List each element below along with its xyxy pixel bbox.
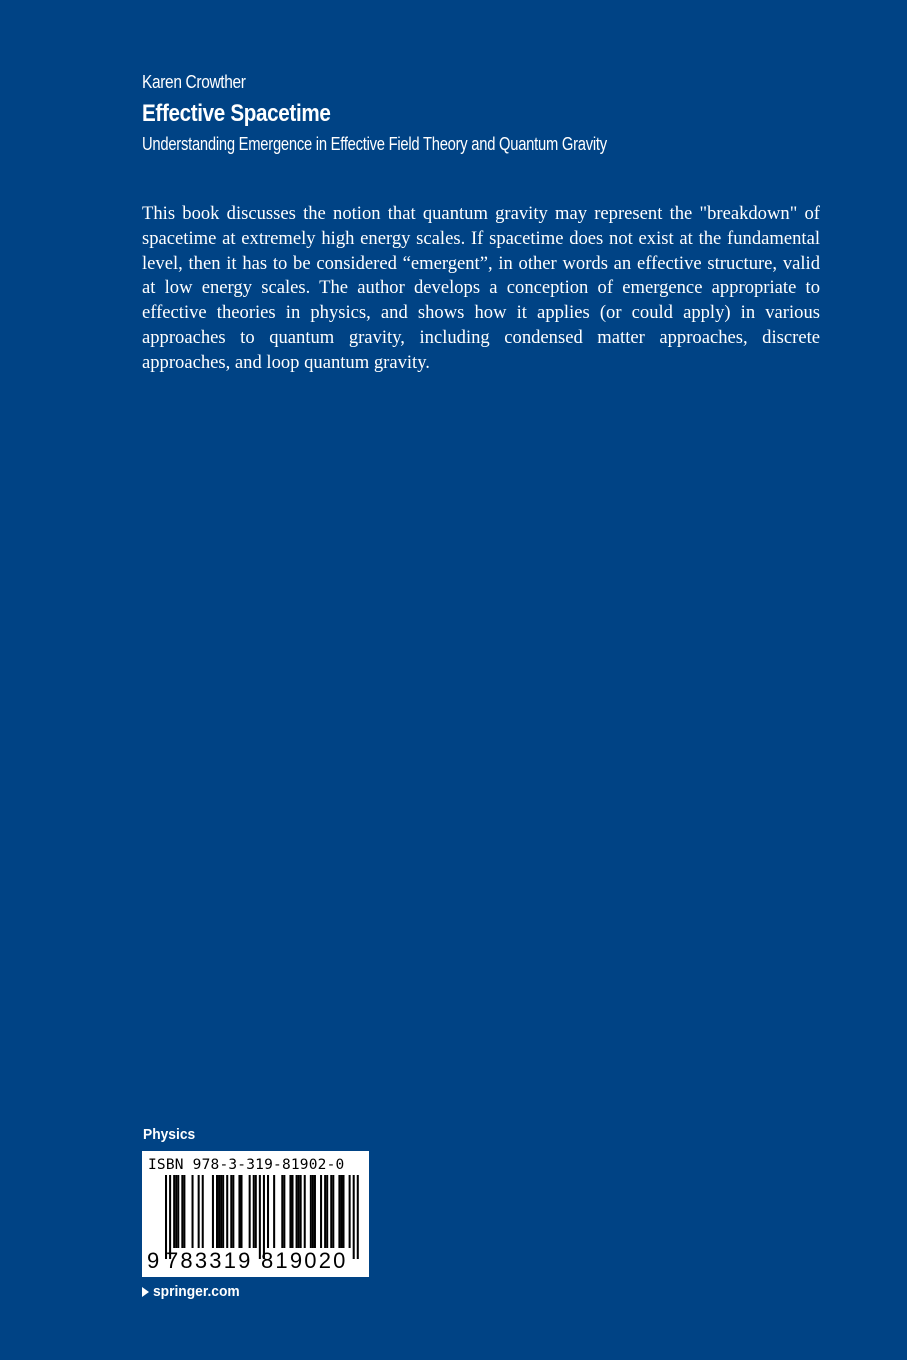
author-name: Karen Crowther <box>142 72 246 92</box>
barcode-bar <box>263 1175 265 1259</box>
barcode-bar <box>222 1175 224 1248</box>
barcode-digits-right: 819020 <box>261 1248 348 1273</box>
barcode-bar <box>218 1175 220 1248</box>
barcode-bar <box>324 1175 326 1248</box>
isbn-barcode <box>142 1151 369 1277</box>
barcode-digit-lead: 9 <box>147 1248 160 1273</box>
barcode-bar <box>300 1175 302 1248</box>
barcode-bar <box>198 1175 200 1248</box>
barcode-bar <box>298 1175 300 1248</box>
barcode-bar <box>289 1175 291 1248</box>
barcode-bar <box>310 1175 312 1248</box>
barcode-bar <box>183 1175 185 1248</box>
barcode-bar <box>253 1175 255 1248</box>
barcode-bar <box>230 1175 232 1248</box>
barcode-bar <box>212 1175 214 1248</box>
barcode-bar <box>192 1175 194 1248</box>
barcode-bar <box>283 1175 285 1248</box>
barcode-bar <box>296 1175 298 1248</box>
barcode-bar <box>249 1175 251 1248</box>
barcode-bar <box>216 1175 218 1248</box>
barcode-bar <box>330 1175 332 1248</box>
barcode-bar <box>202 1175 204 1248</box>
barcode-bar <box>232 1175 234 1248</box>
barcode-bar <box>332 1175 334 1248</box>
arrow-right-icon <box>142 1287 149 1297</box>
barcode-digits-left: 783319 <box>166 1248 253 1273</box>
barcode-bar <box>169 1175 171 1259</box>
barcode-bar <box>281 1175 283 1248</box>
website-label: springer.com <box>153 1283 240 1300</box>
barcode-bar <box>312 1175 314 1248</box>
barcode-bar <box>342 1175 344 1248</box>
book-description: This book discusses the notion that quantum gravity may represent the "breakdown" of spacetime at extremely high energy scales. If spacetime does not exist at the fundamental level, then it has to be considered “emergent”, in other words an effective structure, valid at low energy scales. The author develops a conception of emergence appropriate to effective theories in physics, and shows how it applies (or could apply) in various approaches to quantum gravity, including condensed matter approaches, discrete approaches, and loop quantum gravity. <box>142 203 820 373</box>
isbn-label: ISBN 978-3-319-81902-0 <box>148 1157 345 1173</box>
book-subtitle: Understanding Emergence in Effective Field Theory and Quantum Gravity <box>142 134 607 154</box>
barcode-bar <box>357 1175 359 1259</box>
barcode-bar <box>291 1175 293 1248</box>
barcode-bar <box>165 1175 167 1259</box>
barcode-bar <box>240 1175 242 1248</box>
barcode-bar <box>255 1175 257 1248</box>
barcode-bar <box>273 1175 275 1248</box>
book-title: Effective Spacetime <box>142 100 331 127</box>
subject-category: Physics <box>143 1126 196 1143</box>
barcode-bar <box>267 1175 269 1248</box>
barcode-bar <box>353 1175 355 1259</box>
barcode-bar <box>175 1175 177 1248</box>
barcode-bar <box>259 1175 261 1259</box>
barcode-bar <box>304 1175 306 1248</box>
barcode-bar <box>173 1175 175 1248</box>
barcode-bar <box>320 1175 322 1248</box>
barcode-bar <box>181 1175 183 1248</box>
barcode-bar <box>238 1175 240 1248</box>
barcode-bar <box>314 1175 316 1248</box>
barcode-bar <box>338 1175 340 1248</box>
barcode-bar <box>226 1175 228 1248</box>
barcode-bar <box>326 1175 328 1248</box>
publisher-website[interactable] <box>142 1283 247 1300</box>
barcode-bar <box>220 1175 222 1248</box>
barcode-bar <box>177 1175 179 1248</box>
barcode-bar <box>340 1175 342 1248</box>
barcode-bar <box>349 1175 351 1248</box>
